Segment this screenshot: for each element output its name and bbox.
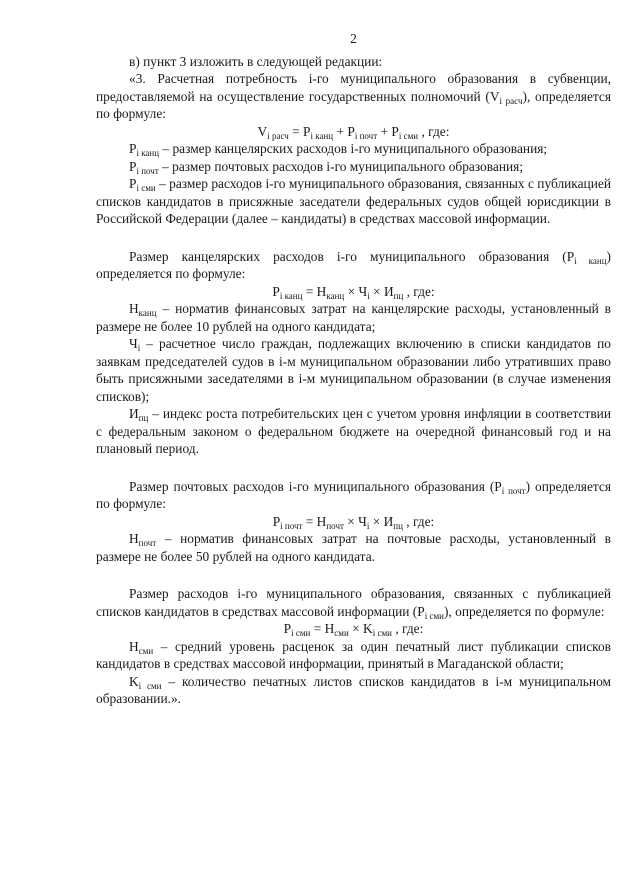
formula-subscript: i почт — [280, 520, 303, 531]
formula-operator: × И — [369, 513, 394, 529]
para3-text-end: ) определяется по формуле: — [96, 478, 612, 511]
para2-text-end: ) определяется по формуле: — [96, 248, 611, 281]
paragraph-postal-expenses — [96, 478, 611, 513]
formula-total — [96, 123, 611, 141]
definition-symbol: Н — [129, 638, 139, 654]
para1-sub: i расч — [499, 95, 523, 106]
para4-sub: i сми — [424, 610, 444, 621]
para3-sub: i почт — [501, 485, 526, 496]
paragraph-gap — [96, 565, 611, 585]
definition-p-kants — [96, 140, 611, 158]
formula-subscript: i почт — [354, 130, 378, 141]
formula-subscript: i сми — [291, 628, 311, 638]
definition-text: – средний уровень расценок за один печатный лист публикации списков кандидатов в средствах массовой информации, принятый в Магаданской области; — [96, 638, 611, 671]
paragraph-calc-need — [96, 70, 611, 123]
definition-text: – размер канцелярских расходов i-го муниципального образования; — [159, 141, 548, 156]
formula-tail: , где: — [391, 621, 424, 636]
definition-symbol: Н — [129, 531, 139, 546]
formula-subscript: i — [367, 290, 370, 301]
para4-text-end: ), определяется по формуле: — [443, 603, 605, 619]
definition-ch-i — [96, 335, 611, 405]
formula-operator: × Ч — [343, 513, 367, 529]
paragraph-media-expenses — [96, 585, 611, 620]
formula-operator: × K — [348, 621, 373, 636]
para2-text: Размер канцелярских расходов i-го муниципального образования (P — [129, 248, 575, 264]
definition-text: – размер расходов i-го муниципального образования, связанных с публикацией списков кандидатов в присяжные заседатели федеральных судов общей юрисдикции в Российской Федерации (далее – кандидаты) в средствах массовой информации. — [96, 176, 611, 226]
formula-subscript: i — [366, 520, 370, 531]
para2-sub: i канц — [574, 255, 607, 266]
formula-subscript: канц — [326, 290, 345, 301]
para1-text-end: ), определяется по формуле: — [96, 88, 612, 121]
definition-subscript: i сми — [138, 680, 162, 691]
definition-symbol: P — [129, 158, 137, 174]
definition-text: – норматив финансовых затрат на почтовые расходы, установленный в размере не более 50 рублей на одного кандидата. — [96, 531, 611, 564]
definition-n-smi — [96, 638, 611, 673]
formula-subscript: i канц — [279, 290, 303, 301]
page-number: 2 — [350, 31, 357, 46]
formula-subscript: i расч — [267, 130, 289, 141]
formula-operator: × И — [369, 283, 394, 299]
formula-symbol: P — [272, 513, 281, 529]
formula-operator: = Н — [302, 283, 327, 299]
formula-subscript: i сми — [372, 628, 392, 638]
formula-subscript: пц — [393, 520, 403, 531]
formula-subscript: i канц — [310, 130, 334, 141]
formula-symbol: P — [272, 283, 280, 299]
formula-tail: , где: — [418, 123, 450, 139]
formula-subscript: i сми — [398, 130, 419, 141]
paragraph-office-expenses — [96, 248, 611, 283]
para3-text: Размер почтовых расходов i-го муниципального образования (P — [129, 478, 502, 494]
definition-subscript: i сми — [136, 183, 156, 193]
definition-subscript: i канц — [136, 148, 160, 158]
definition-symbol: P — [129, 176, 137, 191]
formula-subscript: пц — [393, 290, 404, 301]
definition-k-smi — [96, 673, 611, 708]
definition-subscript: i почт — [136, 165, 159, 176]
formula-subscript: почт — [326, 520, 344, 531]
paragraph-gap — [96, 458, 611, 478]
document-page — [96, 30, 611, 708]
definition-p-smi — [96, 175, 611, 228]
definition-n-pocht — [96, 530, 611, 565]
definition-text: – индекс роста потребительских цен с учетом уровня инфляции в соответствии с федеральным законом о федеральном бюджете на очередной финансовый год и на плановый период. — [96, 406, 611, 456]
formula-operator: = P — [288, 123, 311, 139]
formula-operator: × Ч — [344, 283, 368, 299]
formula-office — [96, 283, 611, 301]
formula-postal — [96, 513, 611, 531]
definition-i-pts — [96, 405, 611, 458]
definition-symbol: Н — [129, 301, 139, 316]
definition-text: – норматив финансовых затрат на канцелярские расходы, установленный в размере не более 10 рублей на одного кандидата; — [96, 301, 611, 334]
definition-symbol: P — [129, 141, 137, 156]
formula-symbol: P — [283, 621, 292, 636]
formula-tail: , где: — [403, 283, 435, 299]
intro-line: в) пункт 3 изложить в следующей редакции: — [129, 53, 383, 69]
definition-n-kants — [96, 300, 611, 335]
definition-subscript: канц — [138, 308, 157, 318]
para1-text: «3. Расчетная потребность i-го муниципального образования в субвенции, предоставляемой на осуществление государственных полномочий (V — [96, 71, 611, 104]
formula-operator: + P — [377, 123, 399, 139]
definition-subscript: почт — [138, 538, 157, 548]
definition-text: – размер почтовых расходов i-го муниципального образования; — [158, 158, 524, 174]
definition-subscript: пц — [138, 413, 149, 423]
definition-p-pocht — [96, 158, 611, 176]
formula-operator: + P — [333, 123, 355, 139]
definition-symbol: Ч — [129, 336, 138, 351]
definition-subscript: сми — [138, 645, 154, 656]
definition-text: – расчетное число граждан, подлежащих включению в списки кандидатов по заявкам председателей судов в i-м муниципальном образовании либо утративших право быть присяжными заседателями в i-м муниципальном образовании (в случае изменения списков); — [96, 336, 611, 404]
formula-media — [96, 620, 611, 638]
paragraph-gap — [96, 228, 611, 248]
formula-operator: = Н — [302, 513, 327, 529]
definition-symbol: K — [129, 673, 139, 689]
formula-operator: = Н — [310, 621, 335, 636]
formula-symbol: V — [257, 123, 268, 139]
definition-subscript: i — [137, 343, 141, 353]
para4-text: Размер расходов i-го муниципального образования, связанных с публикацией списков кандидатов в средствах массовой информации (P — [96, 586, 611, 619]
formula-subscript: сми — [334, 628, 349, 638]
formula-tail: , где: — [402, 513, 435, 529]
definition-text: – количество печатных листов списков кандидатов в i-м муниципальном образовании.». — [96, 673, 611, 706]
definition-symbol: И — [129, 406, 139, 421]
